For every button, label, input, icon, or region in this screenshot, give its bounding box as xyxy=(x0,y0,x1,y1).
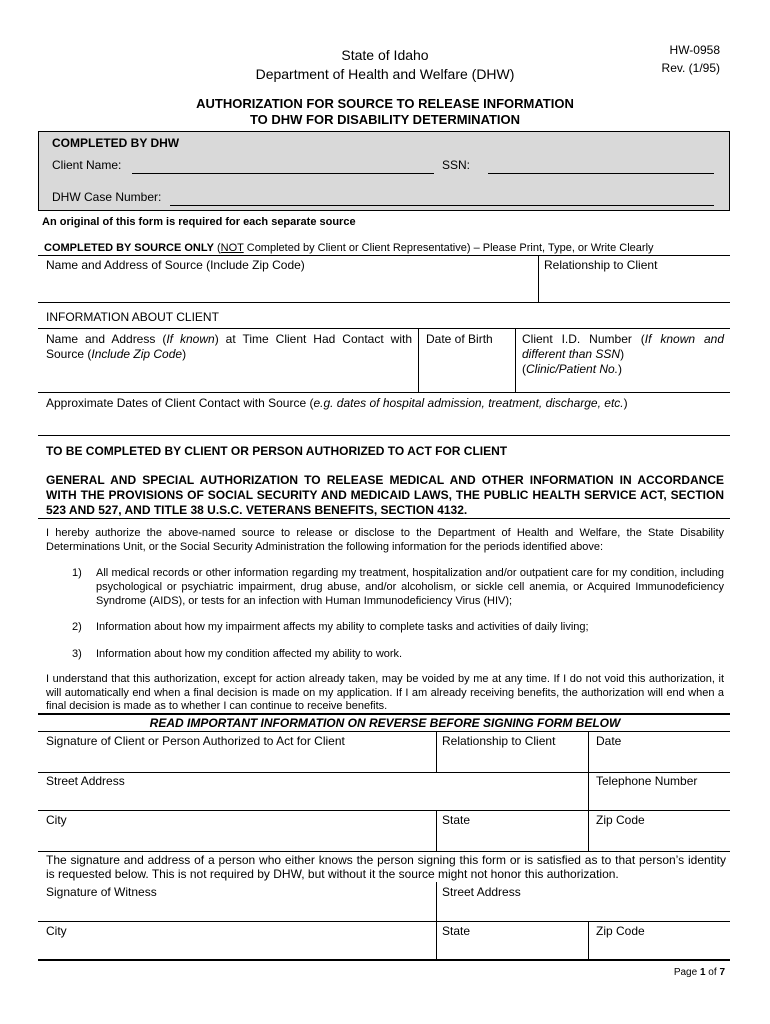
dob-label: Date of Birth xyxy=(426,332,493,346)
source-heading-not: NOT xyxy=(220,242,244,254)
witness-signature-field[interactable] xyxy=(40,900,434,920)
authorization-heading: TO BE COMPLETED BY CLIENT OR PERSON AUTHORIZED TO ACT FOR CLIENT xyxy=(46,444,508,458)
form-title-line1: AUTHORIZATION FOR SOURCE TO RELEASE INFORMATION xyxy=(196,96,574,111)
client-signature-label: Signature of Client or Person Authorized to Act for Client xyxy=(46,734,345,748)
contact-dates-field[interactable] xyxy=(40,412,728,434)
authorization-item: Information about how my impairment affects my ability to complete tasks and activities of daily living; xyxy=(96,621,589,633)
divider xyxy=(38,731,730,732)
signature-date-field[interactable] xyxy=(590,748,728,770)
client-name-field[interactable] xyxy=(132,159,434,174)
divider xyxy=(436,810,437,851)
street-address-label: Street Address xyxy=(46,774,125,788)
witness-street-label: Street Address xyxy=(442,885,521,899)
witness-street-field[interactable] xyxy=(438,900,728,920)
source-heading-rest2: – Please Print, Type, or Write Clearly xyxy=(470,242,654,254)
client-id-label: Client I.D. Number (If known and different than SSN) (Clinic/Patient No.) xyxy=(522,332,724,376)
divider xyxy=(38,392,730,393)
telephone-label: Telephone Number xyxy=(596,774,698,788)
witness-signature-label: Signature of Witness xyxy=(46,885,157,899)
signature-relationship-label: Relationship to Client xyxy=(442,734,556,748)
form-title-line2: TO DHW FOR DISABILITY DETERMINATION xyxy=(249,112,521,127)
page-indicator: Page 1 of 7 xyxy=(673,967,725,978)
divider xyxy=(436,731,437,772)
source-relationship-field[interactable] xyxy=(540,270,728,300)
dhw-section-heading: COMPLETED BY DHW xyxy=(52,136,180,150)
authorization-item: All medical records or other information regarding my treatment, hospitalization and/or outpatient care for my condition, including psychological or psychiatric impairment, drug abuse, and/or alcoholism, or sickle cell anemia, or Acquired Immunodeficiency Syndrome (AIDS), or tests for an infection with Human Immunodeficiency Virus (HIV); xyxy=(96,567,724,607)
source-relationship-label: Relationship to Client xyxy=(544,258,658,272)
ssn-field[interactable] xyxy=(488,159,714,174)
case-number-field[interactable] xyxy=(170,191,714,206)
signature-date-label: Date xyxy=(596,734,622,748)
signature-relationship-field[interactable] xyxy=(438,748,586,770)
city-label: City xyxy=(46,813,67,827)
client-info-heading: INFORMATION ABOUT CLIENT xyxy=(46,310,219,324)
source-name-address-label: Name and Address of Source (Include Zip Code) xyxy=(46,258,305,272)
divider xyxy=(38,772,730,773)
divider xyxy=(38,518,730,519)
witness-city-field[interactable] xyxy=(40,938,434,958)
state-field[interactable] xyxy=(438,828,586,848)
city-field[interactable] xyxy=(40,828,434,848)
divider xyxy=(38,435,730,436)
form-number: HW-0958 xyxy=(669,43,720,57)
witness-city-label: City xyxy=(46,924,67,938)
divider xyxy=(38,302,730,303)
divider xyxy=(588,731,589,851)
zip-label: Zip Code xyxy=(596,813,645,827)
divider xyxy=(38,713,730,715)
original-note: An original of this form is required for each separate source xyxy=(42,216,356,228)
item-number: 2) xyxy=(72,621,82,633)
case-number-label: DHW Case Number: xyxy=(52,190,162,204)
divider xyxy=(538,255,539,302)
divider xyxy=(38,851,730,852)
source-heading-bold: COMPLETED BY SOURCE ONLY xyxy=(44,242,214,254)
contact-dates-label: Approximate Dates of Client Contact with Source (e.g. dates of hospital admission, treatment, discharge, etc.) xyxy=(46,396,628,410)
divider xyxy=(418,328,419,392)
department-name: Department of Health and Welfare (DHW) xyxy=(255,66,515,82)
source-heading-rest1: Completed by Client or Client Representative) xyxy=(243,242,471,254)
client-signature-field[interactable] xyxy=(40,748,434,770)
telephone-field[interactable] xyxy=(590,788,728,808)
divider xyxy=(38,959,730,961)
witness-zip-label: Zip Code xyxy=(596,924,645,938)
authorization-intro: I hereby authorize the above-named source to release or disclose to the Department of Health and Welfare, the State Disability Determinations Unit, or the Social Security Administration the following information for the periods identified above: xyxy=(46,527,724,553)
client-name-label: Client Name: xyxy=(52,158,122,172)
witness-state-label: State xyxy=(442,924,471,938)
divider xyxy=(38,810,730,811)
witness-zip-field[interactable] xyxy=(590,938,728,958)
general-authorization-text: GENERAL AND SPECIAL AUTHORIZATION TO RELEASE MEDICAL AND OTHER INFORMATION IN ACCORDANCE WITH THE PROVISIONS OF SOCIAL SECURITY AND MEDICAID LAWS, THE PUBLIC HEALTH SERVICE ACT, SECTION 523 AND 527, AND TITLE 38 U.S.C. VETERANS BENEFITS, SECTION 4132. xyxy=(46,473,724,517)
witness-state-field[interactable] xyxy=(438,938,586,958)
divider xyxy=(38,255,730,256)
zip-field[interactable] xyxy=(590,828,728,848)
ssn-label: SSN: xyxy=(442,158,471,172)
divider xyxy=(38,328,730,329)
item-number: 1) xyxy=(72,567,82,579)
source-name-address-field[interactable] xyxy=(40,270,536,300)
client-name-address-label: Name and Address (If known) at Time Client Had Contact with Source (Include Zip Code) xyxy=(46,332,412,361)
divider xyxy=(515,328,516,392)
source-heading: COMPLETED BY SOURCE ONLY (NOT Completed by Client or Client Representative) – Please Print, Type, or Write Clearly xyxy=(44,242,654,254)
divider xyxy=(38,921,730,922)
street-address-field[interactable] xyxy=(40,788,586,808)
read-notice: READ IMPORTANT INFORMATION ON REVERSE BEFORE SIGNING FORM BELOW xyxy=(149,716,621,730)
form-revision: Rev. (1/95) xyxy=(661,61,720,75)
state-label: State xyxy=(442,813,471,827)
state-name: State of Idaho xyxy=(341,47,429,63)
witness-statement: The signature and address of a person who either knows the person signing this form or is satisfied as to that person’s identity is requested below. This is not required by DHW, but without it the source might not honor this authorization. xyxy=(46,853,726,881)
understand-text: I understand that this authorization, except for action already taken, may be voided by me at any time. If I do not void this authorization, it will automatically end when a final decision is made on my application. If I am already receiving benefits, the authorization will end when a final decision is made as to whether I can continue to receive benefits. xyxy=(46,673,724,712)
divider xyxy=(588,921,589,960)
authorization-item: Information about how my condition affected my ability to work. xyxy=(96,648,403,660)
item-number: 3) xyxy=(72,648,82,660)
